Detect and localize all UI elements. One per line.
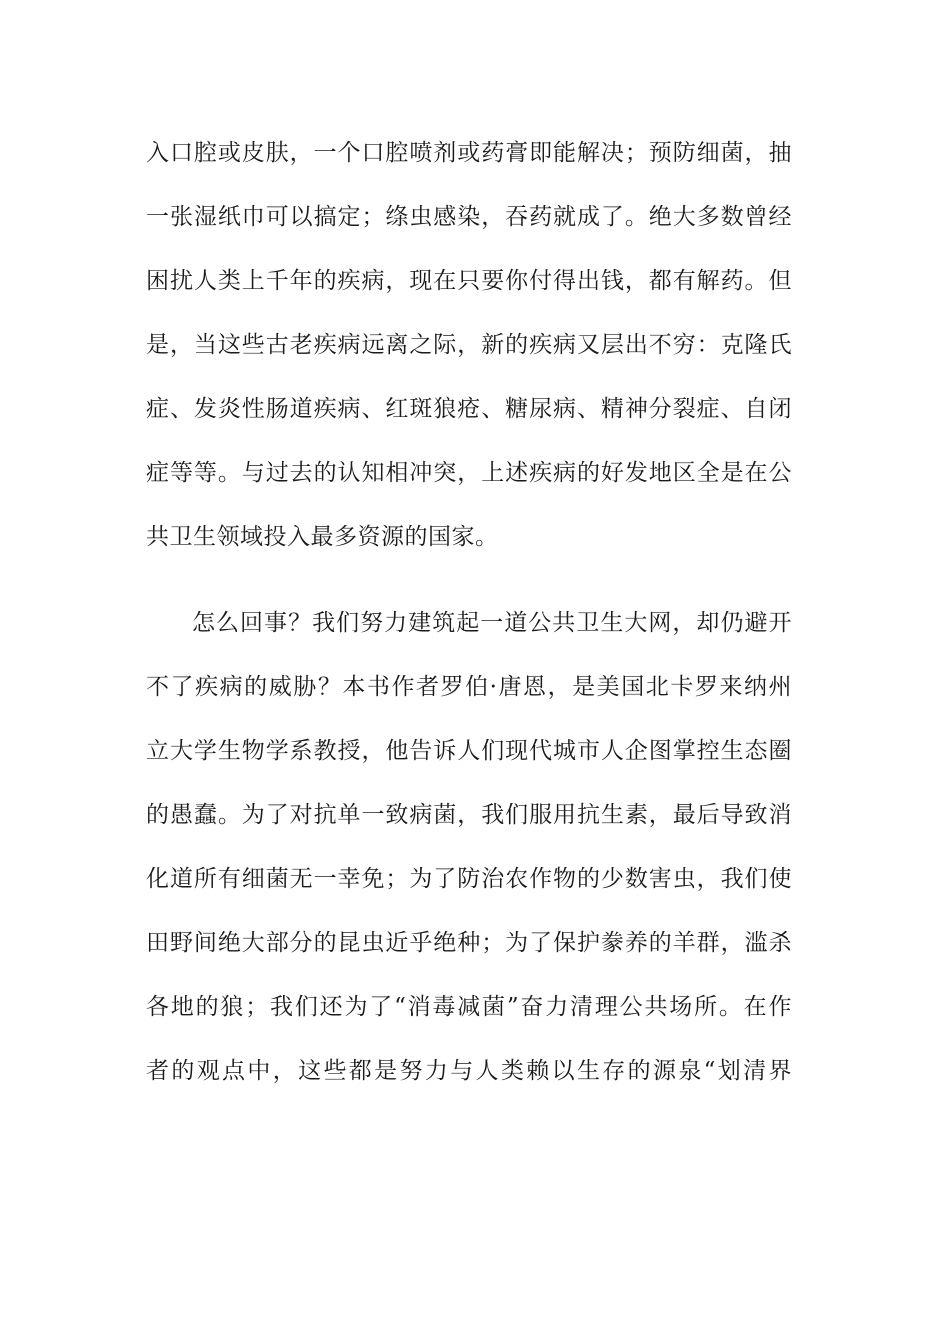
text-line: 怎么回事？我们努力建筑起一道公共卫生大网，却仍避开 — [192, 610, 792, 636]
text-line: 化道所有细菌无一幸免；为了防治农作物的少数害虫，我们使 — [146, 866, 792, 892]
text-line: 共卫生领域投入最多资源的国家。 — [146, 524, 499, 550]
paragraph-2 — [146, 597, 792, 1109]
text-line: 是，当这些古老疾病远离之际，新的疾病又层出不穷：克隆氏 — [146, 332, 792, 358]
text-line: 困扰人类上千年的疾病，现在只要你付得出钱，都有解药。但 — [146, 268, 792, 294]
paragraph-spacer — [146, 575, 792, 597]
text-line: 症等等。与过去的认知相冲突，上述疾病的好发地区全是在公 — [146, 460, 792, 486]
text-line: 一张湿纸巾可以搞定；绦虫感染，吞药就成了。绝大多数曾经 — [146, 204, 792, 230]
text-line: 各地的狼；我们还为了“消毒减菌”奋力清理公共场所。在作 — [146, 994, 792, 1020]
text-line: 者的观点中，这些都是努力与人类赖以生存的源泉“划清界 — [146, 1058, 792, 1084]
body-text — [146, 127, 792, 1109]
paragraph-1 — [146, 127, 792, 575]
text-line: 的愚蠢。为了对抗单一致病菌，我们服用抗生素，最后导致消 — [146, 802, 792, 828]
text-line: 不了疾病的威胁？本书作者罗伯·唐恩，是美国北卡罗来纳州 — [146, 674, 792, 700]
text-line: 入口腔或皮肤，一个口腔喷剂或药膏即能解决；预防细菌，抽 — [146, 140, 792, 166]
text-line: 立大学生物学系教授，他告诉人们现代城市人企图掌控生态圈 — [146, 738, 792, 764]
text-line: 田野间绝大部分的昆虫近乎绝种；为了保护豢养的羊群，滥杀 — [146, 930, 792, 956]
text-line: 症、发炎性肠道疾病、红斑狼疮、糖尿病、精神分裂症、自闭 — [146, 396, 792, 422]
